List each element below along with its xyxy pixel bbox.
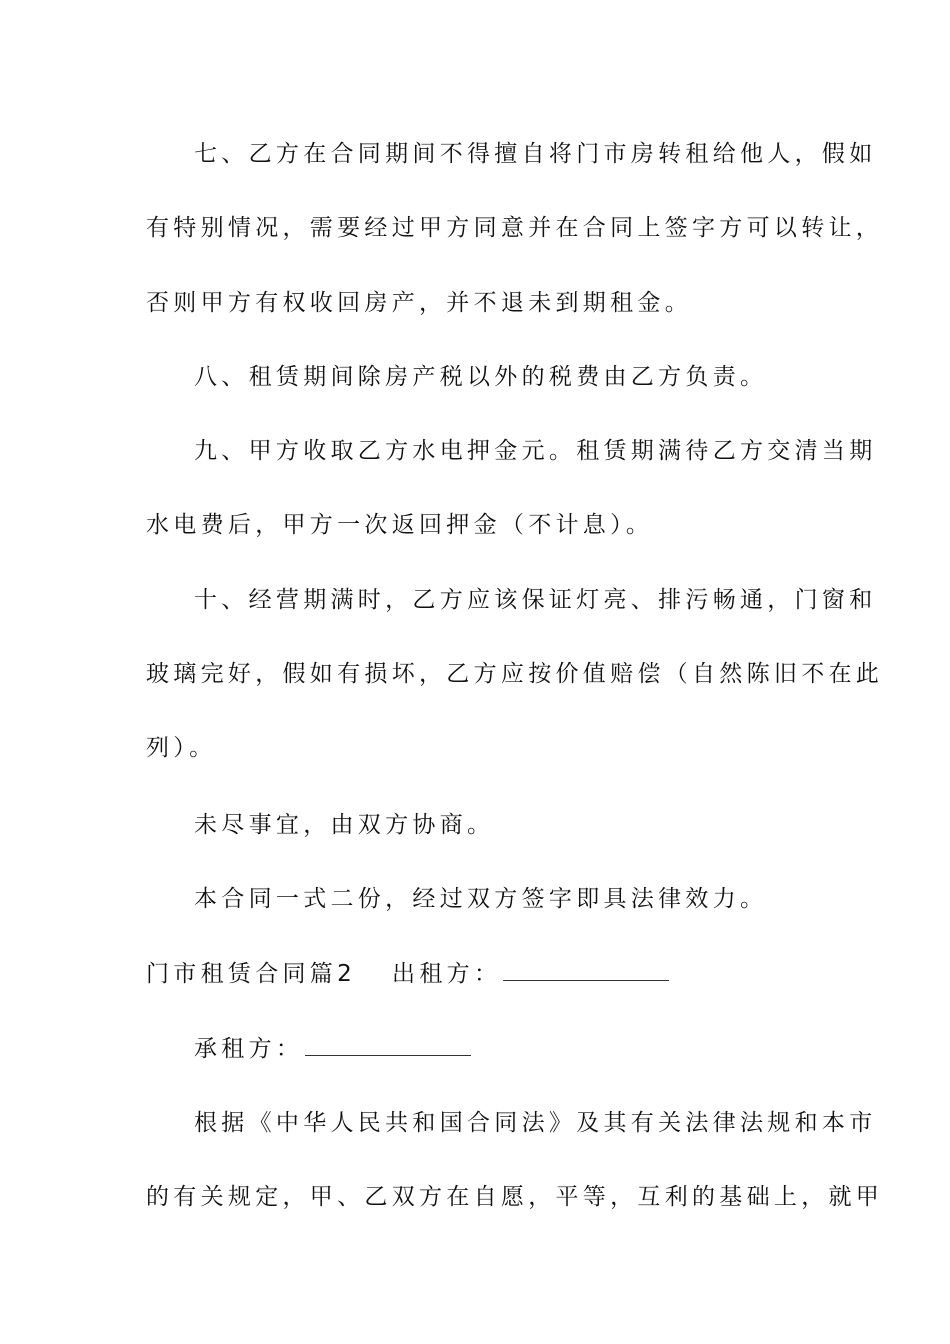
misc-matters-line: 未尽事宜，由双方协商。 [194, 812, 495, 838]
lessee-line [194, 1034, 810, 1064]
clause-9-line-2: 水电费后，甲方一次返回押金（不计息）。 [146, 512, 654, 538]
preamble-line-2: 的有关规定，甲、乙双方在自愿，平等，互利的基础上，就甲 [146, 1184, 884, 1210]
clause-10-line-3: 列）。 [146, 735, 217, 761]
lessor-label: 出租方： [392, 961, 502, 987]
clause-7-line-1: 七、乙方在合同期间不得擅自将门市房转租给他人，假如 [194, 141, 877, 167]
copies-line: 本合同一式二份，经过双方签字即具法律效力。 [194, 886, 768, 912]
clause-9-line-1: 九、甲方收取乙方水电押金元。租赁期满待乙方交清当期 [194, 438, 877, 464]
lessor-signature-blank [503, 962, 669, 981]
clause-10-line-1: 十、经营期满时，乙方应该保证灯亮、排污畅通，门窗和 [194, 587, 877, 613]
section-title: 门市租赁合同篇2 [146, 961, 357, 987]
preamble-line-1: 根据《中华人民共和国合同法》及其有关法律法规和本市 [194, 1110, 877, 1136]
clause-10-line-2: 玻璃完好，假如有损坏，乙方应按价值赔偿（自然陈旧不在此 [146, 661, 884, 687]
lessee-label: 承租方： [194, 1036, 304, 1062]
clause-7-line-3: 否则甲方有权收回房产，并不退未到期租金。 [146, 290, 692, 316]
clause-7-line-2: 有特别情况，需要经过甲方同意并在合同上签字方可以转让， [146, 215, 884, 241]
clause-8-line-1: 八、租赁期间除房产税以外的税费由乙方负责。 [194, 364, 768, 390]
lessee-signature-blank [305, 1037, 471, 1056]
section-header-line [146, 959, 810, 989]
